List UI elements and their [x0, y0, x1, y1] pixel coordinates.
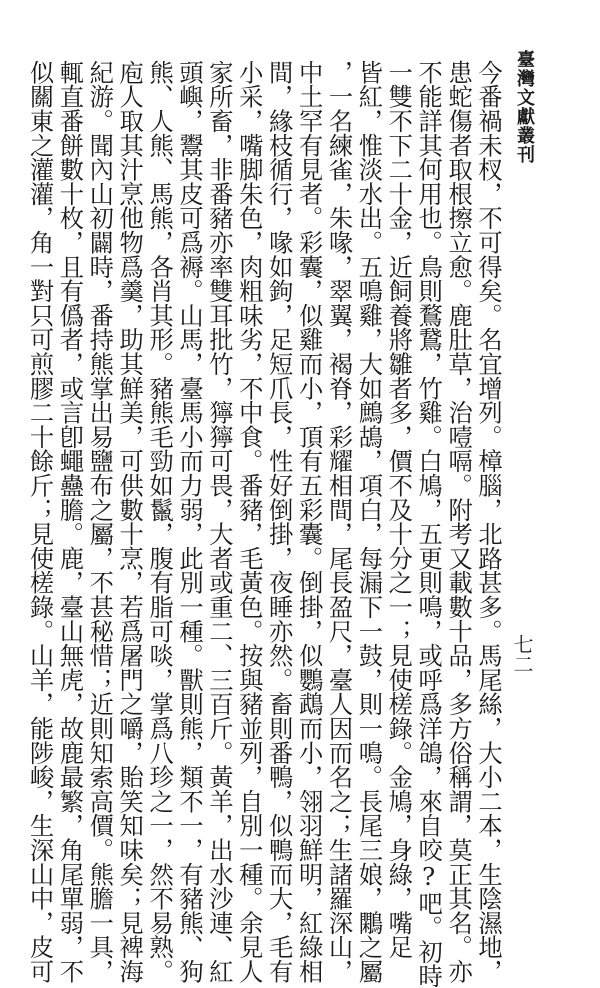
text-column: 不能詳其何用也。鳥則鶩鵞，竹雞。白鳩，五更則鳴，或呼爲洋鴿，來自咬?吧。初時: [414, 60, 444, 988]
text-column: 紀游。聞內山初闢時，番持熊掌出易鹽布之屬，不甚秘惜；近則知索高價。熊膽一具，: [85, 60, 115, 984]
page-number: 七二: [510, 634, 534, 674]
text-column: 頭嶼，鬻其皮可爲褥。山馬，臺馬小而力弱，此別一種。獸則熊，類不一，有豬熊、狗: [175, 60, 204, 984]
text-column: 皆紅，惟淡水出。五鳴雞，大如鷓鴣，項白，每漏下一鼓，則一鳴。長尾三娘，鷴之屬: [354, 60, 384, 984]
text-column: 庖人取其汁烹他物爲羹，助其鮮美，可供數十烹，若爲屠門之嚼，貽笑知味矣；見裨海: [115, 60, 145, 984]
text-column: 患蛇傷者取根擦立愈。鹿肚草，治噎嗝。附考又載數十品，多方俗稱謂，莫正其名。亦: [444, 60, 474, 984]
text-column: ，一名練雀，朱喙，翠翼，褐脊，彩耀相間，尾長盈尺，臺人因而名之；生諸羅深山，: [324, 60, 354, 984]
series-title: 臺灣文獻叢刊: [514, 50, 535, 164]
text-column: 小采，嘴脚朱色，肉粗味劣，不中食。番豬，毛黃色。按與豬並列，自別一種。余見人: [234, 60, 264, 984]
text-column: 熊、人熊、馬熊，各肖其形。豬熊毛勁如鬣，腹有脂可啖，掌爲八珍之一，然不易熟。: [145, 60, 175, 984]
text-column: 中土罕有見者。彩囊，似雞而小，頂有五彩囊。倒掛，似鸚鵡而小，翎羽鮮明，紅綠相: [294, 60, 324, 984]
text-column: 輒直番餅數十枚，且有僞者，或言卽蠅蠱膽。鹿，臺山無虎，故鹿最繁，角尾單弱，不: [55, 60, 85, 984]
text-column: 今番禍未杈，不可得矣。名宜增列。樟腦，北路甚多。馬尾絲，大小二本，生陰濕地，: [474, 60, 503, 984]
text-column: 似關東之灌灌，角一對只可煎膠二十餘斤；見使槎錄。山羊，能陟峻，生深山中，皮可: [25, 60, 55, 984]
text-column: 家所畜，非番豬亦率雙耳批竹，獰獰可畏，大者或重二、三百斤。黃羊，出水沙連、紅: [204, 60, 234, 984]
text-column: 間，緣枝循行，喙如鉤，足短爪長，性好倒掛，夜睡亦然。畜則番鴨，似鴨而大，毛有: [264, 60, 294, 984]
text-column: 一雙不下二十金，近飼養將雛者多，價不及十分之一；見使槎錄。金鳩，身綠，嘴足: [384, 60, 414, 960]
